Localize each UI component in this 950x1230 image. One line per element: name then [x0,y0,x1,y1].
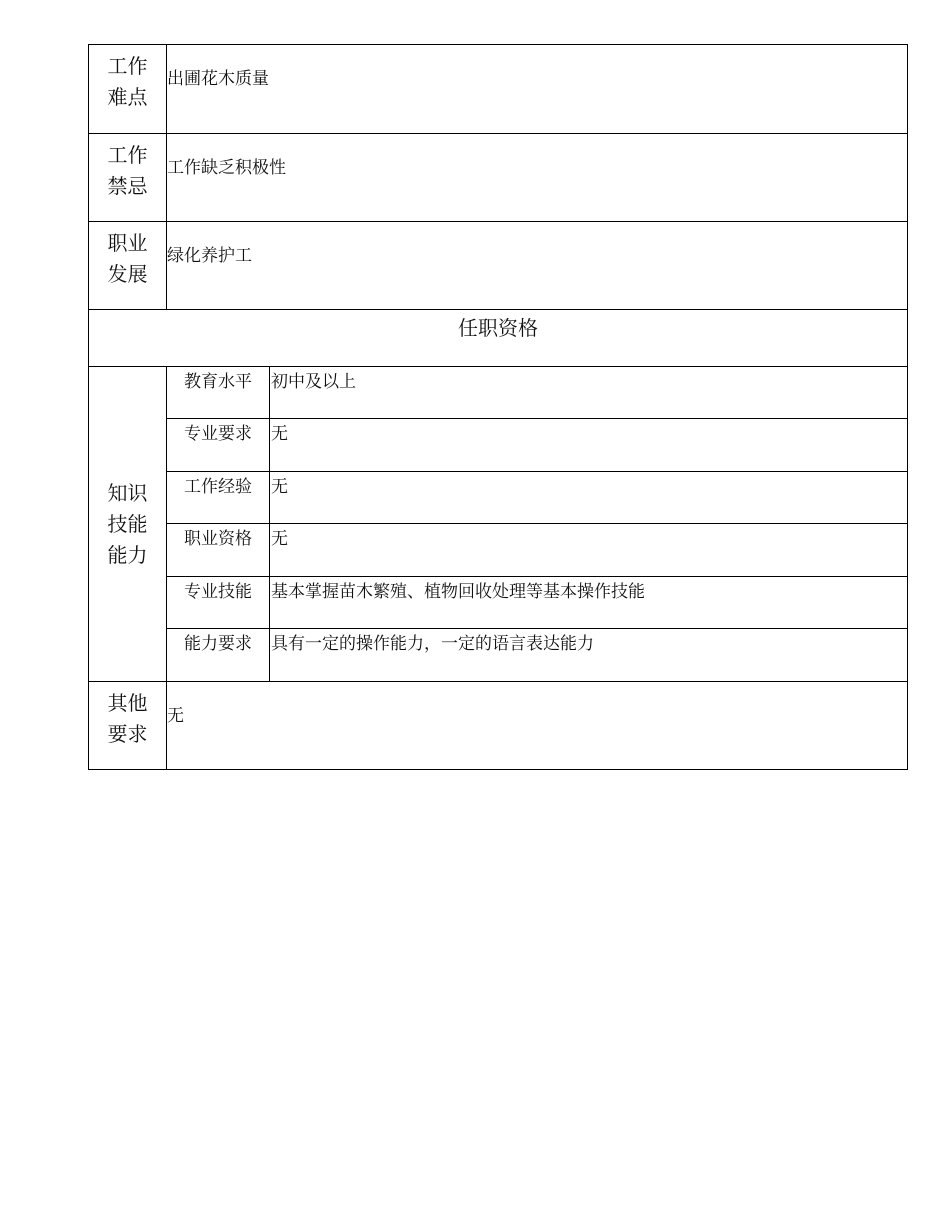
qualification-row [89,419,908,472]
row-work-taboo [89,134,908,222]
row-value: 出圃花木质量 [167,45,908,134]
row-career-development [89,222,908,310]
row-value: 绿化养护工 [167,222,908,310]
qualification-row [89,524,908,577]
qualification-value: 无 [270,419,908,472]
qualifications-header-row [89,310,908,367]
knowledge-skills-ability-label: 知识 技能 能力 [89,367,167,682]
qualification-row [89,577,908,629]
qualification-row [89,472,908,524]
row-label: 其他 要求 [89,682,167,770]
qualification-label: 专业要求 [167,419,270,472]
qualification-value: 具有一定的操作能力，一定的语言表达能力 [270,629,908,682]
row-work-difficulty [89,45,908,134]
row-label: 职业 发展 [89,222,167,310]
qualification-value: 初中及以上 [270,367,908,419]
qualification-label: 工作经验 [167,472,270,524]
job-description-table [88,44,908,770]
qualification-label: 专业技能 [167,577,270,629]
qualification-label: 职业资格 [167,524,270,577]
qualification-label: 能力要求 [167,629,270,682]
qualification-row [89,367,908,419]
row-value: 工作缺乏积极性 [167,134,908,222]
qualification-value: 无 [270,472,908,524]
row-other-requirements [89,682,908,770]
qualification-value: 无 [270,524,908,577]
qualifications-title: 任职资格 [89,310,908,367]
row-label: 工作 难点 [89,45,167,134]
row-label: 工作 禁忌 [89,134,167,222]
row-value: 无 [167,682,908,770]
qualification-label: 教育水平 [167,367,270,419]
qualification-value: 基本掌握苗木繁殖、植物回收处理等基本操作技能 [270,577,908,629]
qualification-row [89,629,908,682]
